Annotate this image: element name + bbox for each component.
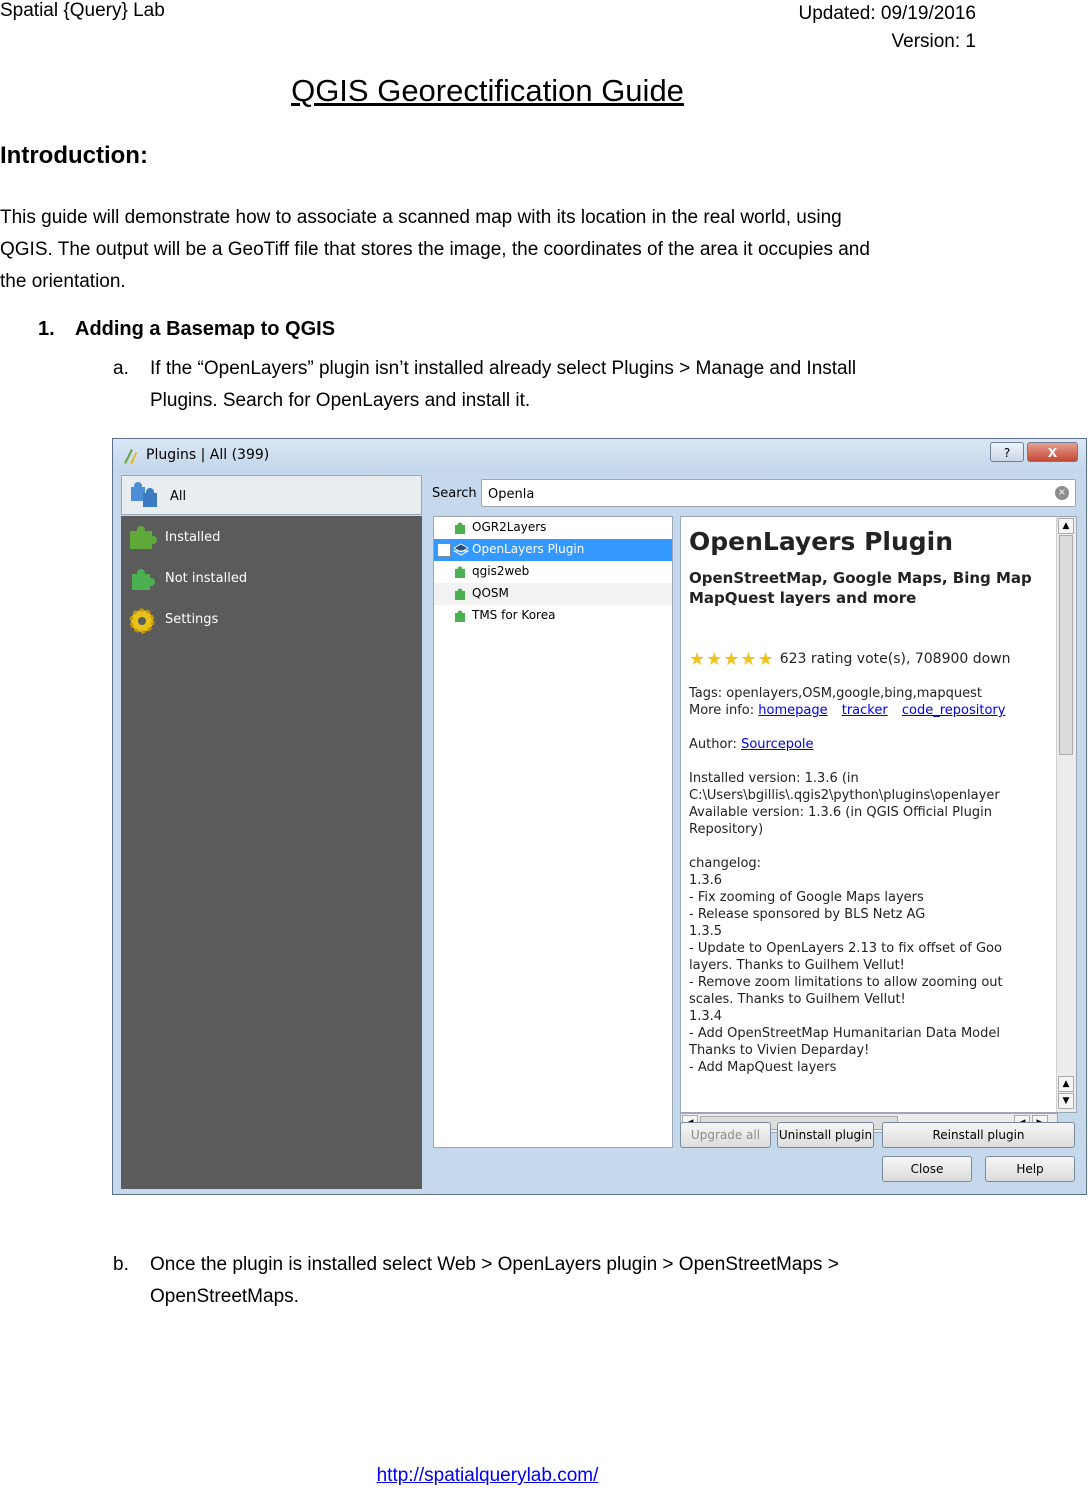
sidebar-item-all[interactable] bbox=[121, 475, 422, 515]
details-line: Installed version: 1.3.6 (in bbox=[689, 771, 859, 786]
search-label: Search bbox=[432, 486, 477, 501]
puzzle-installed-icon bbox=[126, 523, 160, 555]
titlebar-help-button[interactable]: ? bbox=[990, 442, 1024, 462]
search-input[interactable] bbox=[486, 483, 1050, 505]
scroll-down-icon[interactable]: ▼ bbox=[1058, 1093, 1074, 1109]
search-field[interactable] bbox=[481, 479, 1076, 507]
scroll-up-icon[interactable]: ▲ bbox=[1058, 1076, 1074, 1092]
details-line: 1.3.6 bbox=[689, 873, 723, 888]
plugin-details-pane bbox=[680, 516, 1077, 1113]
plugin-list-item[interactable] bbox=[434, 561, 672, 583]
clear-search-icon[interactable]: × bbox=[1055, 486, 1069, 500]
puzzle-not-installed-icon bbox=[126, 564, 160, 596]
footer-link[interactable]: http://spatialquerylab.com/ bbox=[376, 1465, 599, 1486]
details-line: - Remove zoom limitations to allow zooming out bbox=[689, 975, 1003, 990]
substep-label: a. bbox=[113, 358, 129, 379]
details-line: 1.3.4 bbox=[689, 1009, 723, 1024]
plugin-checkbox[interactable] bbox=[437, 543, 451, 557]
details-line: - Fix zooming of Google Maps layers bbox=[689, 890, 924, 905]
plugin-name: OGR2Layers bbox=[472, 520, 547, 534]
details-line: Thanks to Vivien Deparday! bbox=[689, 1043, 870, 1058]
details-rating bbox=[689, 651, 1057, 668]
document-title: QGIS Georectification Guide bbox=[291, 73, 684, 108]
uninstall-plugin-button[interactable]: Uninstall plugin bbox=[777, 1122, 874, 1148]
sidebar-label: All bbox=[170, 489, 187, 504]
substep-b bbox=[113, 1249, 953, 1313]
plugins-dialog bbox=[112, 438, 1087, 1195]
tracker-link[interactable]: tracker bbox=[841, 703, 888, 718]
substep-line: OpenStreetMaps. bbox=[150, 1286, 299, 1307]
more-info-label: More info: bbox=[689, 703, 755, 718]
star-rating-icon: ★★★★★ bbox=[689, 649, 775, 670]
plugin-list bbox=[433, 516, 673, 1148]
header-lab-name: Spatial {Query} Lab bbox=[0, 0, 165, 21]
puzzle-icon bbox=[453, 587, 467, 604]
substep-line: Once the plugin is installed select Web > OpenLayers plugin > OpenStreetMaps > bbox=[150, 1254, 839, 1275]
details-line: - Release sponsored by BLS Netz AG bbox=[689, 907, 926, 922]
substep-line: If the “OpenLayers” plugin isn’t installed already select Plugins > Manage and Install bbox=[150, 358, 857, 379]
details-author bbox=[689, 736, 1057, 753]
intro-line: QGIS. The output will be a GeoTiff file that stores the image, the coordinates of the area it occupies and bbox=[0, 239, 870, 260]
details-subtitle: MapQuest layers and more bbox=[689, 589, 917, 607]
author-link[interactable]: Sourcepole bbox=[741, 737, 814, 752]
intro-line: This guide will demonstrate how to associate a scanned map with its location in the real world, using bbox=[0, 207, 842, 228]
sidebar-item-installed[interactable] bbox=[121, 520, 422, 556]
sidebar-label: Installed bbox=[165, 530, 221, 545]
substep-a bbox=[113, 353, 953, 417]
scrollbar-thumb[interactable] bbox=[1059, 535, 1073, 755]
puzzle-icon bbox=[127, 479, 161, 511]
titlebar-close-button[interactable]: X bbox=[1027, 442, 1078, 462]
sidebar-item-settings[interactable] bbox=[121, 602, 422, 638]
header-updated: Updated: 09/19/2016 bbox=[798, 3, 976, 24]
plugin-list-item[interactable] bbox=[434, 583, 672, 605]
header-version: Version: 1 bbox=[891, 31, 976, 52]
plugin-name: qgis2web bbox=[472, 564, 530, 578]
sidebar-label: Settings bbox=[165, 612, 219, 627]
dialog-titlebar bbox=[113, 439, 1086, 473]
details-line: 1.3.5 bbox=[689, 924, 723, 939]
qgis-logo-icon bbox=[122, 447, 138, 465]
gear-icon bbox=[126, 605, 160, 637]
details-line: Available version: 1.3.6 (in QGIS Official Plugin bbox=[689, 805, 992, 820]
intro-paragraph bbox=[0, 202, 985, 298]
step-heading bbox=[38, 318, 335, 341]
help-button[interactable]: Help bbox=[985, 1156, 1075, 1182]
footer bbox=[0, 1465, 975, 1487]
puzzle-icon bbox=[453, 609, 467, 626]
upgrade-all-button[interactable]: Upgrade all bbox=[680, 1122, 771, 1148]
header-meta bbox=[799, 0, 977, 56]
rating-text: 623 rating vote(s), 708900 down bbox=[779, 651, 1011, 667]
details-line: - Update to OpenLayers 2.13 to fix offset of Goo bbox=[689, 941, 1002, 956]
details-vertical-scrollbar[interactable] bbox=[1056, 517, 1076, 1113]
scroll-up-icon[interactable]: ▲ bbox=[1058, 518, 1074, 534]
details-more-info bbox=[689, 702, 1057, 719]
dialog-sidebar bbox=[121, 516, 422, 1189]
plugin-list-item[interactable] bbox=[434, 605, 672, 627]
step-title: Adding a Basemap to QGIS bbox=[75, 318, 336, 340]
details-line: - Add MapQuest layers bbox=[689, 1060, 837, 1075]
close-button[interactable]: Close bbox=[882, 1156, 972, 1182]
plugin-list-item[interactable] bbox=[434, 517, 672, 539]
dialog-title: Plugins | All (399) bbox=[146, 447, 270, 463]
step-number: 1. bbox=[38, 318, 55, 340]
details-line: layers. Thanks to Guilhem Vellut! bbox=[689, 958, 905, 973]
code-repository-link[interactable]: code_repository bbox=[901, 703, 1006, 718]
details-line: scales. Thanks to Guilhem Vellut! bbox=[689, 992, 906, 1007]
sidebar-label: Not installed bbox=[165, 571, 248, 586]
plugin-name: OpenLayers Plugin bbox=[472, 542, 585, 556]
details-title: OpenLayers Plugin bbox=[689, 527, 954, 556]
substep-line: Plugins. Search for OpenLayers and install it. bbox=[150, 390, 531, 411]
details-tags: Tags: openlayers,OSM,google,bing,mapquest bbox=[689, 686, 982, 701]
plugin-list-item-selected[interactable] bbox=[434, 539, 672, 561]
details-line: Repository) bbox=[689, 822, 764, 837]
intro-line: the orientation. bbox=[0, 271, 126, 292]
plugin-name: QOSM bbox=[472, 586, 509, 600]
homepage-link[interactable]: homepage bbox=[758, 703, 828, 718]
author-label: Author: bbox=[689, 737, 737, 752]
sidebar-item-not-installed[interactable] bbox=[121, 561, 422, 597]
intro-heading: Introduction: bbox=[0, 142, 148, 169]
puzzle-icon bbox=[453, 565, 467, 582]
reinstall-plugin-button[interactable]: Reinstall plugin bbox=[882, 1122, 1075, 1148]
plugin-name: TMS for Korea bbox=[472, 608, 556, 622]
details-line: - Add OpenStreetMap Humanitarian Data Model bbox=[689, 1026, 1000, 1041]
details-line: changelog: bbox=[689, 856, 762, 871]
details-subtitle: OpenStreetMap, Google Maps, Bing Map bbox=[689, 569, 1032, 587]
openlayers-icon bbox=[453, 543, 469, 560]
substep-label: b. bbox=[113, 1254, 129, 1275]
details-line: C:\Users\bgillis\.qgis2\python\plugins\openlayer bbox=[689, 788, 1000, 803]
puzzle-icon bbox=[453, 521, 467, 538]
